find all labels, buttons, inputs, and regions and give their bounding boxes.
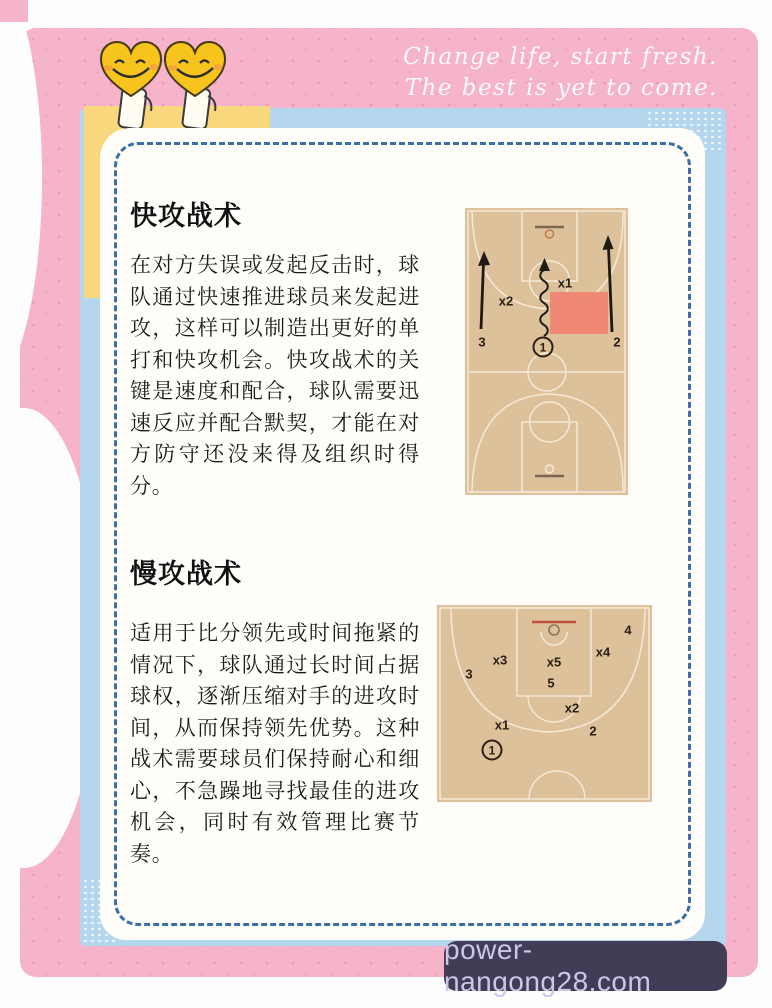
motivational-quote: [388, 42, 718, 104]
ball-handler-label: 1: [533, 337, 554, 358]
corner-pink-patch: [0, 0, 28, 22]
defender-label: x3: [492, 652, 508, 668]
section-heading-slow-offense: 慢攻战术: [130, 559, 242, 589]
defender-label: x4: [595, 644, 611, 660]
player-label: 3: [465, 666, 473, 682]
defender-label: x1: [494, 717, 510, 733]
court-icon: [437, 605, 652, 802]
defender-label: x1: [557, 275, 573, 291]
player-label: 4: [624, 622, 632, 638]
ball-handler-label: 1: [482, 740, 503, 761]
player-label: 2: [613, 334, 621, 350]
defender-label: x5: [546, 654, 562, 670]
player-label: 2: [589, 723, 597, 739]
defender-label: x2: [564, 700, 580, 716]
quote-line-1: Change life, start fresh.: [403, 44, 718, 70]
player-label: 5: [547, 675, 555, 691]
wave-edge-cutout-top: [20, 28, 42, 388]
quote-line-2: The best is yet to come.: [404, 75, 718, 101]
content-card: [100, 128, 705, 940]
section-heading-fast-break: 快攻战术: [130, 201, 242, 231]
watermark-badge: [444, 934, 727, 997]
section-body-slow-offense: 适用于比分领先或时间拖紧的情况下，球队通过长时间占据球权，逐渐压缩对手的进攻时间，从而保持领先优势。这种战术需要球员们保持耐心和细心，不急躁地寻找最佳的进攻机会，同时有效管理比赛节奏。: [130, 622, 420, 866]
defender-label: x2: [498, 293, 514, 309]
watermark-text: power-nangong28.com: [444, 934, 652, 997]
heart-smiley-icon: [96, 36, 238, 138]
section-body-fast-break: 在对方失误或发起反击时，球队通过快速推进球员来发起进攻，这样可以制造出更好的单打和快攻机会。快攻战术的关键是速度和配合，球队需要迅速反应并配合默契，才能在对方防守还没来得及组织时得分。: [130, 254, 420, 498]
slow-offense-court-diagram: [437, 605, 652, 802]
player-label: 3: [478, 334, 486, 350]
fast-break-court-diagram: [465, 208, 628, 495]
